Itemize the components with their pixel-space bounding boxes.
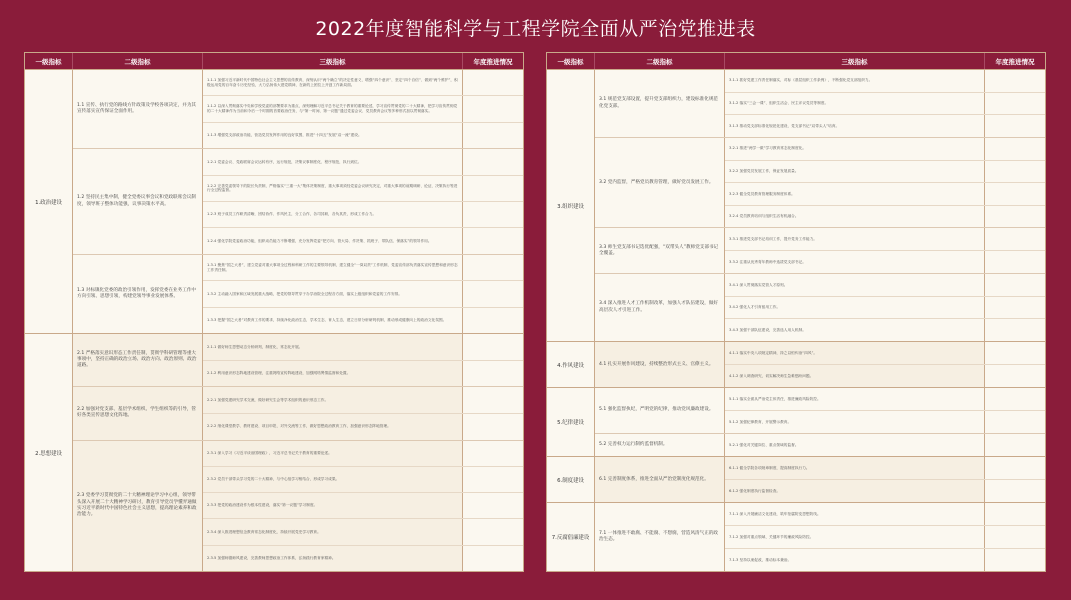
level3-row — [203, 414, 523, 440]
level1-cell: 1.政治建设 — [25, 70, 73, 333]
progress-cell — [985, 161, 1045, 183]
level2-cell: 5.1 强化监督执纪，严明党的纪律，推动党风廉政建设。 — [595, 388, 725, 433]
level3-cell: 3.3.2 注重从优秀青年教师中选拔党支部书记。 — [725, 251, 985, 273]
level2-group — [73, 70, 523, 333]
level3-group — [203, 387, 523, 439]
progress-cell — [463, 493, 523, 518]
level3-row — [725, 251, 1045, 273]
level2-row — [595, 457, 1045, 502]
header-level3: 三级指标 — [725, 53, 985, 69]
level2-group — [73, 334, 523, 571]
right-table — [546, 52, 1046, 572]
header-level1: 一级指标 — [25, 53, 73, 69]
level3-cell: 2.1.1 做好师生思想动态分析研判，制度化、常态化开展。 — [203, 334, 463, 360]
progress-cell — [985, 228, 1045, 250]
level3-group — [725, 434, 1045, 456]
level3-group — [203, 70, 523, 148]
level2-row — [73, 149, 523, 254]
level2-cell: 2.1 严格落实意识形态工作责任制，贯彻学科研管理等重大事项中，坚持正确的政治立场、政治方向、政治原则、政治道路。 — [73, 334, 203, 386]
progress-cell — [985, 457, 1045, 479]
level3-cell: 2.3.2 党员干部带头学习党的二十大精神，与中心组学习相结合，形成学习成果。 — [203, 467, 463, 492]
level2-row — [595, 434, 1045, 456]
level3-cell: 7.1.1 深入开展廉洁文化建设，筑牢拒腐防变思想防线。 — [725, 503, 985, 525]
level3-row — [725, 183, 1045, 206]
progress-cell — [985, 434, 1045, 456]
level3-row — [203, 149, 523, 175]
level3-group — [203, 441, 523, 571]
level3-cell: 6.1.1 健全学院各项规章制度，提高制度执行力。 — [725, 457, 985, 479]
level2-cell: 4.1 扎实开展作风建设，持续整治形式主义、官僚主义。 — [595, 342, 725, 387]
level1-cell: 4.作风建设 — [547, 342, 595, 387]
level3-group — [203, 149, 523, 253]
level3-row — [203, 467, 523, 493]
level3-row — [203, 123, 523, 148]
level3-group — [203, 334, 523, 386]
level2-group — [595, 70, 1045, 341]
level2-row — [73, 70, 523, 149]
progress-cell — [463, 281, 523, 306]
progress-cell — [985, 549, 1045, 571]
progress-cell — [985, 365, 1045, 387]
level3-row — [203, 202, 523, 228]
level3-cell: 2.2.1 加强党建研究学术交流，做好研究生会等学术组织的意识形态工作。 — [203, 387, 463, 413]
progress-cell — [985, 115, 1045, 137]
level3-row — [725, 411, 1045, 433]
level3-cell: 1.3.3 把握“国之大者”对教育工作的要求，持续净化政治生态，学术生态、育人生态，建立日常分析研判机制，推动形成健康向上的政治文化氛围。 — [203, 308, 463, 333]
level2-row — [595, 503, 1045, 571]
progress-cell — [463, 149, 523, 174]
level3-cell: 1.1.3 增强党支部政治功能，营造党员发挥作用的良好氛围，推进“十四五”发展“双一流”建设。 — [203, 123, 463, 148]
level3-cell: 5.1.2 加强纪律教育，开展警示教育。 — [725, 411, 985, 433]
level1-row — [547, 341, 1045, 387]
level1-row — [25, 333, 523, 571]
level3-cell: 3.2.4 党员教育培训与组织生活有机融合。 — [725, 206, 985, 228]
progress-cell — [463, 176, 523, 201]
table-header — [25, 53, 523, 69]
progress-cell — [985, 342, 1045, 364]
level2-cell: 7.1 一体推进不敢腐、不能腐、不想腐，营造风清气正的政治生态。 — [595, 503, 725, 571]
progress-cell — [985, 503, 1045, 525]
level3-cell: 3.4.1 深入贯彻落实党管人才原则。 — [725, 274, 985, 296]
progress-cell — [463, 70, 523, 95]
level1-row — [25, 69, 523, 333]
level3-cell: 6.1.2 强化制度执行监督检查。 — [725, 480, 985, 502]
level3-row — [725, 457, 1045, 480]
level3-row — [203, 96, 523, 122]
level2-cell: 1.1 宣传、执行党的路线方针政策及学校各项决定，并为其宣传落实宣传保证全面作用。 — [73, 70, 203, 148]
progress-cell — [985, 274, 1045, 296]
table-body — [547, 69, 1045, 571]
level3-row — [203, 441, 523, 467]
level3-group — [725, 70, 1045, 137]
level3-cell: 7.1.2 加强对重点领域、关键环节的廉政风险防控。 — [725, 526, 985, 548]
progress-cell — [463, 334, 523, 360]
progress-cell — [463, 546, 523, 571]
progress-cell — [463, 123, 523, 148]
level3-row — [725, 319, 1045, 341]
level2-row — [595, 70, 1045, 138]
level3-row — [725, 138, 1045, 161]
level3-row — [725, 434, 1045, 456]
level3-row — [203, 308, 523, 333]
progress-cell — [985, 297, 1045, 319]
level3-cell: 2.2.2 细化课堂教学、教材建设、项目申报、对外交流等工作，做好思想政治教育工作，加强意识形态阵地管理。 — [203, 414, 463, 440]
level3-row — [725, 115, 1045, 137]
level3-group — [725, 138, 1045, 227]
progress-cell — [463, 255, 523, 280]
level3-cell: 3.2.3 健全党员教育管理服务制度体系。 — [725, 183, 985, 205]
level2-row — [73, 387, 523, 440]
level2-group — [595, 342, 1045, 387]
level3-row — [203, 387, 523, 414]
level3-cell: 5.1.1 落实全面从严治党主体责任，推进廉政风险防控。 — [725, 388, 985, 410]
level2-row — [73, 255, 523, 333]
header-progress: 年度推进情况 — [995, 57, 1035, 66]
level3-cell: 3.4.2 强化人才引育留用工作。 — [725, 297, 985, 319]
level3-row — [725, 388, 1045, 411]
progress-cell — [985, 251, 1045, 273]
level2-cell: 3.1 规范党支部设置，提升党支部组织力，建设标准化规范化党支部。 — [595, 70, 725, 137]
level3-cell: 3.1.1 抓好党建工作责任制落实，对标《基层组织工作条例》，不断强化党支部组织力。 — [725, 70, 985, 92]
level2-row — [595, 388, 1045, 434]
level1-row — [547, 502, 1045, 571]
level3-cell: 3.3.1 推进党支部书记培训工作，提升党务工作能力。 — [725, 228, 985, 250]
level3-cell: 1.2.3 班子成员工作职责清晰，团结协作、作风民主，分工合作，各司其职，各负其责，形成工作合力。 — [203, 202, 463, 227]
table-header — [547, 53, 1045, 69]
level3-row — [203, 228, 523, 253]
progress-cell — [463, 467, 523, 492]
level3-group — [725, 274, 1045, 341]
progress-cell — [985, 319, 1045, 341]
progress-cell — [463, 441, 523, 466]
progress-cell — [985, 70, 1045, 92]
level3-cell: 5.2.1 强化对关键岗位、重点领域的监督。 — [725, 434, 985, 456]
level1-cell: 5.纪律建设 — [547, 388, 595, 456]
level3-row — [725, 161, 1045, 184]
level1-cell: 3.组织建设 — [547, 70, 595, 341]
level2-group — [595, 388, 1045, 456]
progress-cell — [463, 96, 523, 121]
level3-cell: 1.1.1 加强习近平新时代中国特色社会主义思想的宣传教育，深刻认识“两个确立”的决定性意义，增强“四个意识”、坚定“四个自信”、做到“两个维护”，积极运用党的百年奋斗历史经验，大力弘扬伟大建党精神，在新的上团位上开创工作新局面。 — [203, 70, 463, 95]
progress-cell — [985, 183, 1045, 205]
level2-cell: 2.3 党委学习贯彻党的二十大精神理论学习中心组，领导带头深入开展二十大精神学习研讨，教育引导党员学懂弄通做实习近平新时代中国特色社会主义思想，提高理论素养和政治能力。 — [73, 441, 203, 571]
level3-cell: 1.3.1 聚焦“国之大者”，建立党委对重大事项全过程和科研工作的主要领导机制，建立健全“一岗双责”工作机制，党委宣传部负责落实宣传思想和意识形态工作责任制。 — [203, 255, 463, 280]
level3-cell: 1.2.4 强化学院党委政治功能，组织动员能力不断增强，充分发挥党委“把方向、管大局、作决策、抓班子、带队伍、保落实”的领导作用。 — [203, 228, 463, 253]
header-progress: 年度推进情况 — [473, 57, 513, 66]
level3-group — [203, 255, 523, 333]
level1-cell: 2.思想建设 — [25, 334, 73, 571]
level2-row — [595, 342, 1045, 387]
header-level3: 三级指标 — [203, 53, 463, 69]
header-level2: 二级指标 — [73, 53, 203, 69]
progress-cell — [985, 206, 1045, 228]
level2-cell: 6.1 完善制度体系，推进全面从严治党制度化规范化。 — [595, 457, 725, 502]
level2-cell: 1.3 对标镇化党委的政治引领作用，发挥党委在业务工作中方向引领、思想引领，构建党领导事业发展体系。 — [73, 255, 203, 333]
left-table — [24, 52, 524, 572]
level1-row — [547, 387, 1045, 456]
level2-group — [595, 503, 1045, 571]
level3-row — [203, 361, 523, 387]
level3-row — [725, 206, 1045, 228]
progress-cell — [985, 93, 1045, 115]
level3-row — [725, 480, 1045, 502]
level3-row — [203, 176, 523, 202]
level3-row — [203, 255, 523, 281]
header-level1: 一级指标 — [547, 53, 595, 69]
level2-cell: 2.2 加强对党支部、基层学术组织、学生组织等的引导，管好各类宣传思想文化阵地。 — [73, 387, 203, 439]
level3-group — [725, 457, 1045, 502]
level3-row — [725, 274, 1045, 297]
level2-cell: 3.4 深入推进人才工作机制改革，加强人才队伍建设，做好高层次人才引进工作。 — [595, 274, 725, 341]
level3-row — [725, 228, 1045, 251]
progress-cell — [463, 228, 523, 253]
progress-cell — [463, 361, 523, 387]
level3-cell: 4.1.2 深入调查研究，切实解决师生急难愁盼问题。 — [725, 365, 985, 387]
level3-row — [203, 546, 523, 571]
level3-cell: 2.3.5 加强师德师风建设，完善教师思想政治工作体系，弘扬践行教育家精神。 — [203, 546, 463, 571]
level3-row — [725, 549, 1045, 571]
level3-cell: 3.1.3 推动党支部标准化规范化建设，党支部书记“双带头人”培育。 — [725, 115, 985, 137]
level3-cell: 3.4.3 加强干部队伍建设，完善选人用人机制。 — [725, 319, 985, 341]
level3-cell: 2.3.4 深入推进理想信念教育常态化制度化，持续开展党史学习教育。 — [203, 519, 463, 544]
progress-cell — [985, 388, 1045, 410]
level3-row — [725, 93, 1045, 116]
progress-cell — [985, 138, 1045, 160]
progress-cell — [463, 414, 523, 440]
level3-cell: 1.2.2 完善党委领导下的院长负责制，严格落实“三重一大”集体决策制度，重大事项须经党委会议研究决定，对重大事项的前期调研、论证、决策执行等进行全过程监督。 — [203, 176, 463, 201]
level3-row — [203, 281, 523, 307]
level2-row — [73, 334, 523, 387]
level3-row — [725, 342, 1045, 365]
level3-cell: 2.1.2 利用意识形态阵地建设管理，注重网络宣传阵地建设，加强网络舆情监督和处置。 — [203, 361, 463, 387]
level1-cell: 6.制度建设 — [547, 457, 595, 502]
level3-cell: 4.1.1 落实中央八项规定精神，持之以恒纠治“四风”。 — [725, 342, 985, 364]
level2-row — [595, 138, 1045, 228]
progress-cell — [985, 480, 1045, 502]
level2-cell: 3.3 师生党支部书记选优配强，“双带头人”教师党支部书记全覆盖。 — [595, 228, 725, 273]
level3-group — [725, 388, 1045, 433]
level2-row — [73, 441, 523, 571]
progress-cell — [463, 519, 523, 544]
progress-cell — [463, 308, 523, 333]
level3-row — [203, 334, 523, 361]
level1-row — [547, 69, 1045, 341]
level2-group — [595, 457, 1045, 502]
progress-cell — [463, 202, 523, 227]
level3-cell: 3.2.2 加强党员发展工作，保证发展质量。 — [725, 161, 985, 183]
level1-cell: 7.反腐倡廉建设 — [547, 503, 595, 571]
level3-row — [725, 526, 1045, 549]
progress-cell — [985, 411, 1045, 433]
level3-row — [203, 493, 523, 519]
level2-row — [595, 274, 1045, 341]
level3-cell: 3.1.2 落实“三会一课”、组织生活会、民主评议党员等制度。 — [725, 93, 985, 115]
level2-row — [595, 228, 1045, 274]
level3-cell: 2.3.3 把党的政治建设作为根本性建设，落实“第一议题”学习制度。 — [203, 493, 463, 518]
level3-cell: 1.1.2 以深入贯彻落实中央和学校党委的部署要求为重点，深刻理解习近平总书记关于教育的重要论述，学习宣传贯彻党的二十大精神，把学习宣传贯彻党的二十大精神作为当前和今后一个时期的首要政治任务，与“第一时间、第一议题”通过党委会议、党员教育会议等多种形式加以贯彻落实。 — [203, 96, 463, 121]
level3-cell: 3.2.1 推进“两学一做”学习教育常态化制度化。 — [725, 138, 985, 160]
header-level2: 二级指标 — [595, 53, 725, 69]
level3-row — [725, 365, 1045, 387]
level3-row — [203, 70, 523, 96]
page-title: 2022年度智能科学与工程学院全面从严治党推进表 — [315, 18, 756, 40]
level2-cell: 5.2 完善权力运行制约监督机制。 — [595, 434, 725, 456]
level3-cell: 7.1.3 坚持以案促改，推动标本兼治。 — [725, 549, 985, 571]
level3-row — [203, 519, 523, 545]
level3-cell: 1.2.1 党委会议、党政联席会议运转有序，运行规范，决策议事制度化、程序规范，执行到位。 — [203, 149, 463, 174]
table-body — [25, 69, 523, 571]
level3-group — [725, 228, 1045, 273]
level3-cell: 1.3.2 主动融入国家和区域发展重大战略，把党的领导贯穿于办学治院全过程各方面，落实上级组织和党委的工作安排。 — [203, 281, 463, 306]
level3-cell: 2.3.1 深入学习《习近平谈治国理政》，习近平总书记关于教育的重要论述。 — [203, 441, 463, 466]
progress-cell — [985, 526, 1045, 548]
level3-row — [725, 297, 1045, 320]
level3-row — [725, 503, 1045, 526]
progress-cell — [463, 387, 523, 413]
level3-group — [725, 342, 1045, 387]
level3-row — [725, 70, 1045, 93]
level3-group — [725, 503, 1045, 571]
level1-row — [547, 456, 1045, 502]
level2-cell: 1.2 坚持民主集中制，健全党委议事会议和党政联席会议制度，领导班子整体功能强，议事决策水平高。 — [73, 149, 203, 253]
level2-cell: 3.2 党内监督，严格党员教育管理，做好党员发展工作。 — [595, 138, 725, 227]
